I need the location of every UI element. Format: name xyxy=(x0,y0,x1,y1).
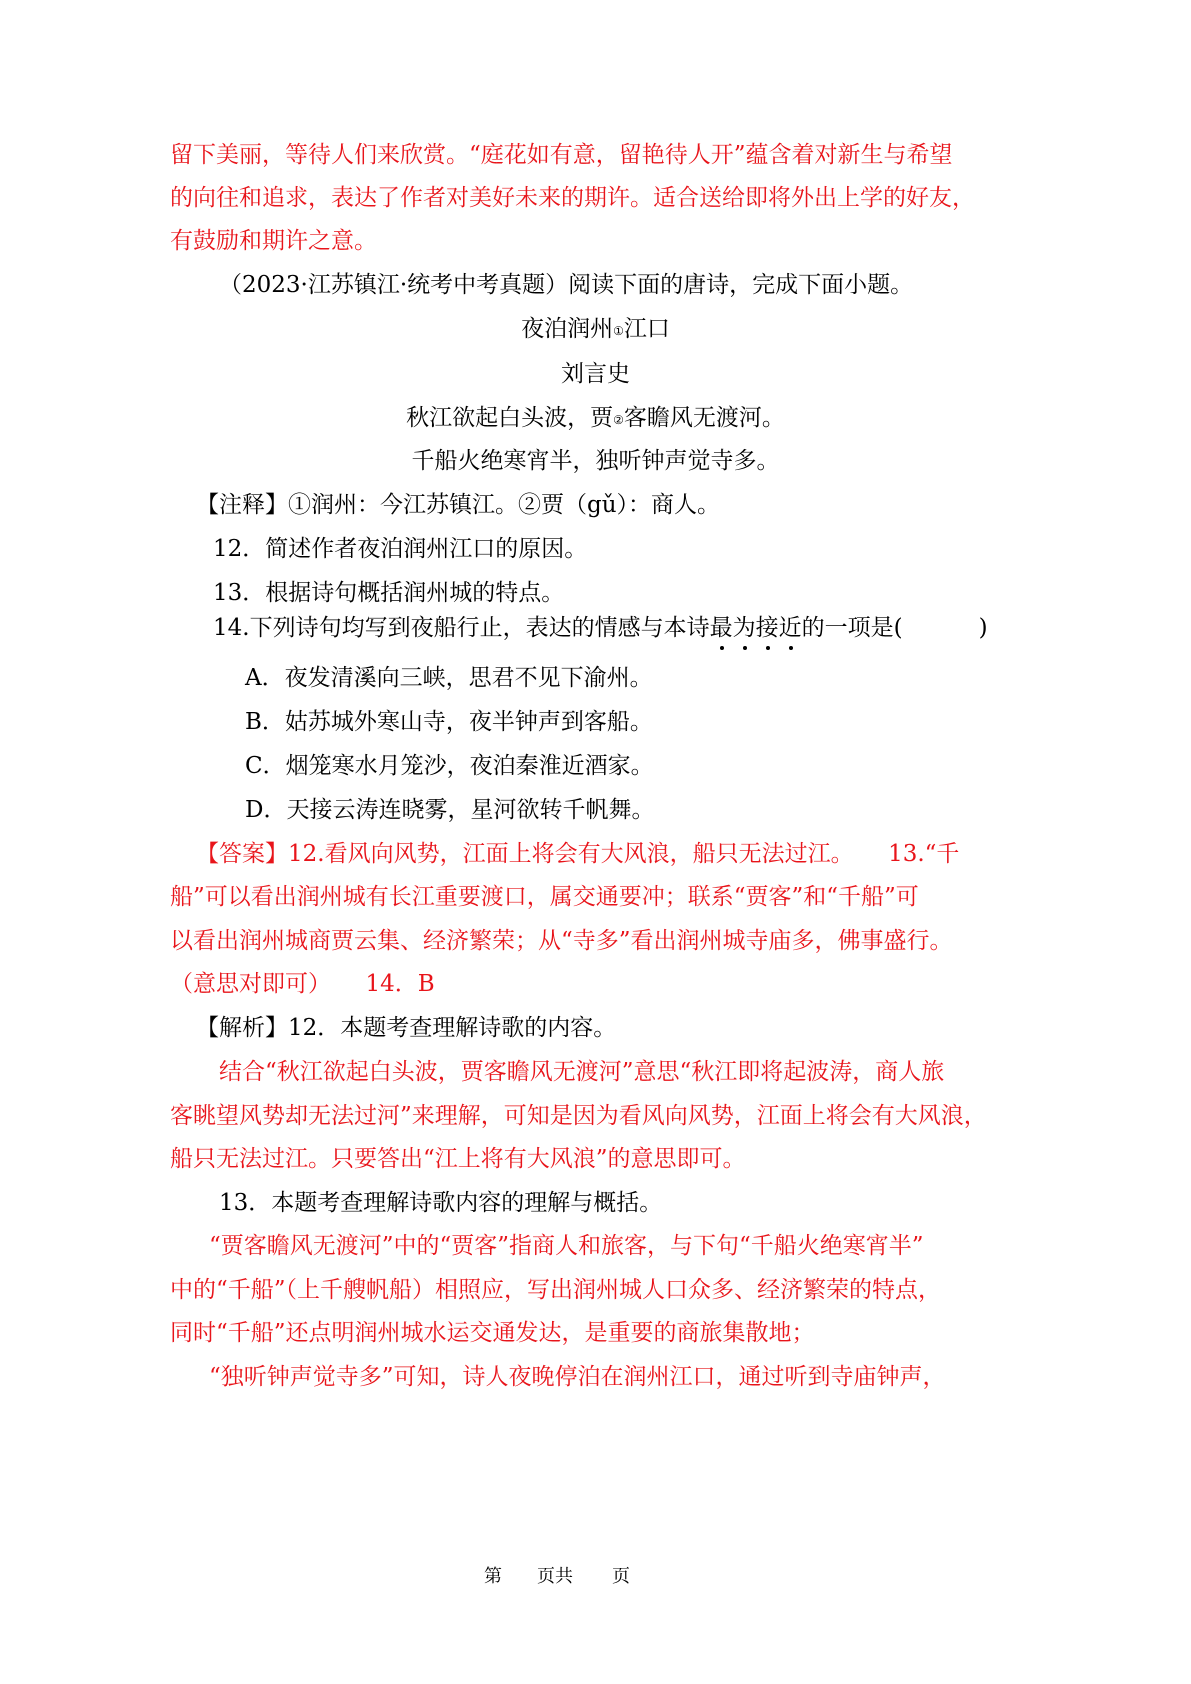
analysis-heading-12: 【解析】12．本题考查理解诗歌的内容。 xyxy=(196,1015,617,1041)
analysis-12-line-1: 结合“秋江欲起白头波，贾客瞻风无渡河”意思“秋江即将起波涛，商人旅 xyxy=(219,1059,945,1085)
option-b: B．姑苏城外寒山寺，夜半钟声到客船。 xyxy=(245,709,653,735)
footer-page-label: 第 xyxy=(484,1566,502,1587)
question-12: 12．简述作者夜泊润州江口的原因。 xyxy=(213,536,588,562)
question-source: （2023·江苏镇江·统考中考真题）阅读下面的唐诗，完成下面小题。 xyxy=(219,272,914,298)
emphasis-dot xyxy=(766,646,770,650)
question-14-text-a: 14.下列诗句均写到夜船行止，表达的情感与本诗 xyxy=(213,615,710,641)
question-14-emphasis-text: 最为接近 xyxy=(709,615,802,641)
analysis-13-line-2: 中的“千船”（上千艘帆船）相照应，写出润州城人口众多、经济繁荣的特点， xyxy=(170,1277,942,1303)
option-d: D．天接云涛连晓雾，星河欲转千帆舞。 xyxy=(245,797,655,823)
poem-title-note-marker: ① xyxy=(613,324,624,338)
question-13: 13．根据诗句概括润州城的特点。 xyxy=(213,580,565,606)
emphasis-dot xyxy=(789,646,793,650)
verse-1-note-marker: ② xyxy=(613,413,624,427)
analysis-12-line-2: 客眺望风势却无法过河”来理解，可知是因为看风向风势，江面上将会有大风浪， xyxy=(170,1103,987,1129)
poem-author: 刘言史 xyxy=(561,361,630,387)
analysis-13-line-3: 同时“千船”还点明润州城水运交通发达，是重要的商旅集散地； xyxy=(170,1320,815,1346)
poem-title-text-a: 夜泊润州 xyxy=(521,316,614,342)
question-14-emphasis xyxy=(710,615,802,641)
analysis-continued-line-2: 的向往和追求，表达了作者对美好未来的期许。适合送给即将外出上学的好友， xyxy=(170,185,975,211)
verse-1-text-b: 客瞻风无渡河。 xyxy=(623,405,785,431)
analysis-12-line-3: 船只无法过江。只要答出“江上将有大风浪”的意思即可。 xyxy=(170,1146,746,1172)
answer-line-1: 【答案】12.看风向风势，江面上将会有大风浪，船只无法过江。 13.“千 xyxy=(196,841,960,867)
analysis-continued-line-3: 有鼓励和期许之意。 xyxy=(170,228,377,254)
footer-page-suffix: 页 xyxy=(612,1566,630,1587)
verse-1-text-a: 秋江欲起白头波，贾 xyxy=(406,405,614,431)
analysis-continued-line-1: 留下美丽，等待人们来欣赏。“庭花如有意，留艳待人开”蕴含着对新生与希望 xyxy=(170,142,953,168)
answer-line-4: （意思对即可） 14．B xyxy=(170,971,435,997)
option-c: C．烟笼寒水月笼沙，夜泊秦淮近酒家。 xyxy=(245,753,654,779)
poem-title-text-b: 江口 xyxy=(623,316,670,342)
poem-verse-2: 千船火绝寒宵半，独听钟声觉寺多。 xyxy=(411,448,780,474)
emphasis-dot xyxy=(743,646,747,650)
annotation-notes: 【注释】①润州：今江苏镇江。②贾（gǔ）：商人。 xyxy=(196,492,721,518)
analysis-13-line-4: “独听钟声觉寺多”可知，诗人夜晚停泊在润州江口，通过听到寺庙钟声， xyxy=(209,1364,946,1390)
question-14 xyxy=(213,613,988,643)
analysis-heading-13: 13．本题考查理解诗歌内容的理解与概括。 xyxy=(219,1190,663,1216)
analysis-13-line-1: “贾客瞻风无渡河”中的“贾客”指商人和旅客，与下句“千船火绝寒宵半” xyxy=(209,1233,924,1259)
poem-verse-1 xyxy=(0,403,1191,435)
question-14-text-b: 的一项是( xyxy=(801,615,903,641)
question-14-close-paren: ) xyxy=(978,615,988,641)
option-a: A．夜发清溪向三峡，思君不见下渝州。 xyxy=(245,665,653,691)
emphasis-dot xyxy=(720,646,724,650)
footer-page-total-label: 页共 xyxy=(537,1566,573,1587)
poem-title xyxy=(0,314,1191,346)
answer-line-2: 船”可以看出润州城有长江重要渡口，属交通要冲；联系“贾客”和“千船”可 xyxy=(170,884,919,910)
answer-line-3: 以看出润州城商贾云集、经济繁荣；从“寺多”看出润州城寺庙多，佛事盛行。 xyxy=(170,928,953,954)
